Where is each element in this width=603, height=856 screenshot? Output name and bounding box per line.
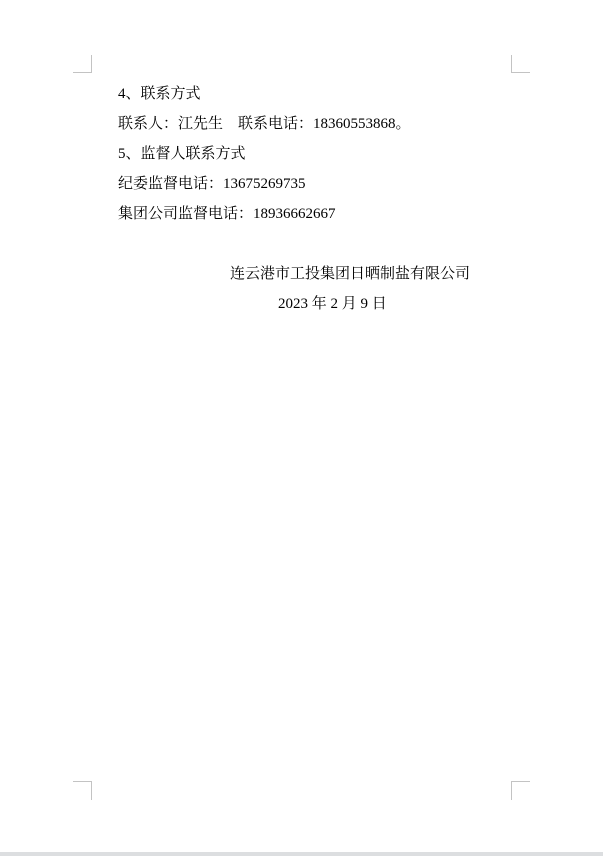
section-heading-contact: 4、联系方式	[118, 86, 201, 102]
document-text-block	[118, 79, 514, 319]
signature-company-name: 连云港市工投集团日晒制盐有限公司	[230, 266, 471, 282]
margin-crop-mark-bottom-right	[511, 781, 530, 800]
margin-crop-mark-bottom-left	[73, 781, 92, 800]
group-phone-line: 集团公司监督电话：18936662667	[118, 206, 336, 222]
discipline-phone-line: 纪委监督电话：13675269735	[118, 176, 306, 192]
margin-crop-mark-top-right	[511, 55, 530, 73]
signature-date: 2023 年 2 月 9 日	[278, 296, 387, 312]
section-heading-supervisor: 5、监督人联系方式	[118, 146, 246, 162]
viewport-edge-background	[0, 852, 603, 856]
contact-person-line: 联系人：江先生 联系电话：18360553868。	[118, 116, 411, 132]
margin-crop-mark-top-left	[73, 55, 92, 73]
